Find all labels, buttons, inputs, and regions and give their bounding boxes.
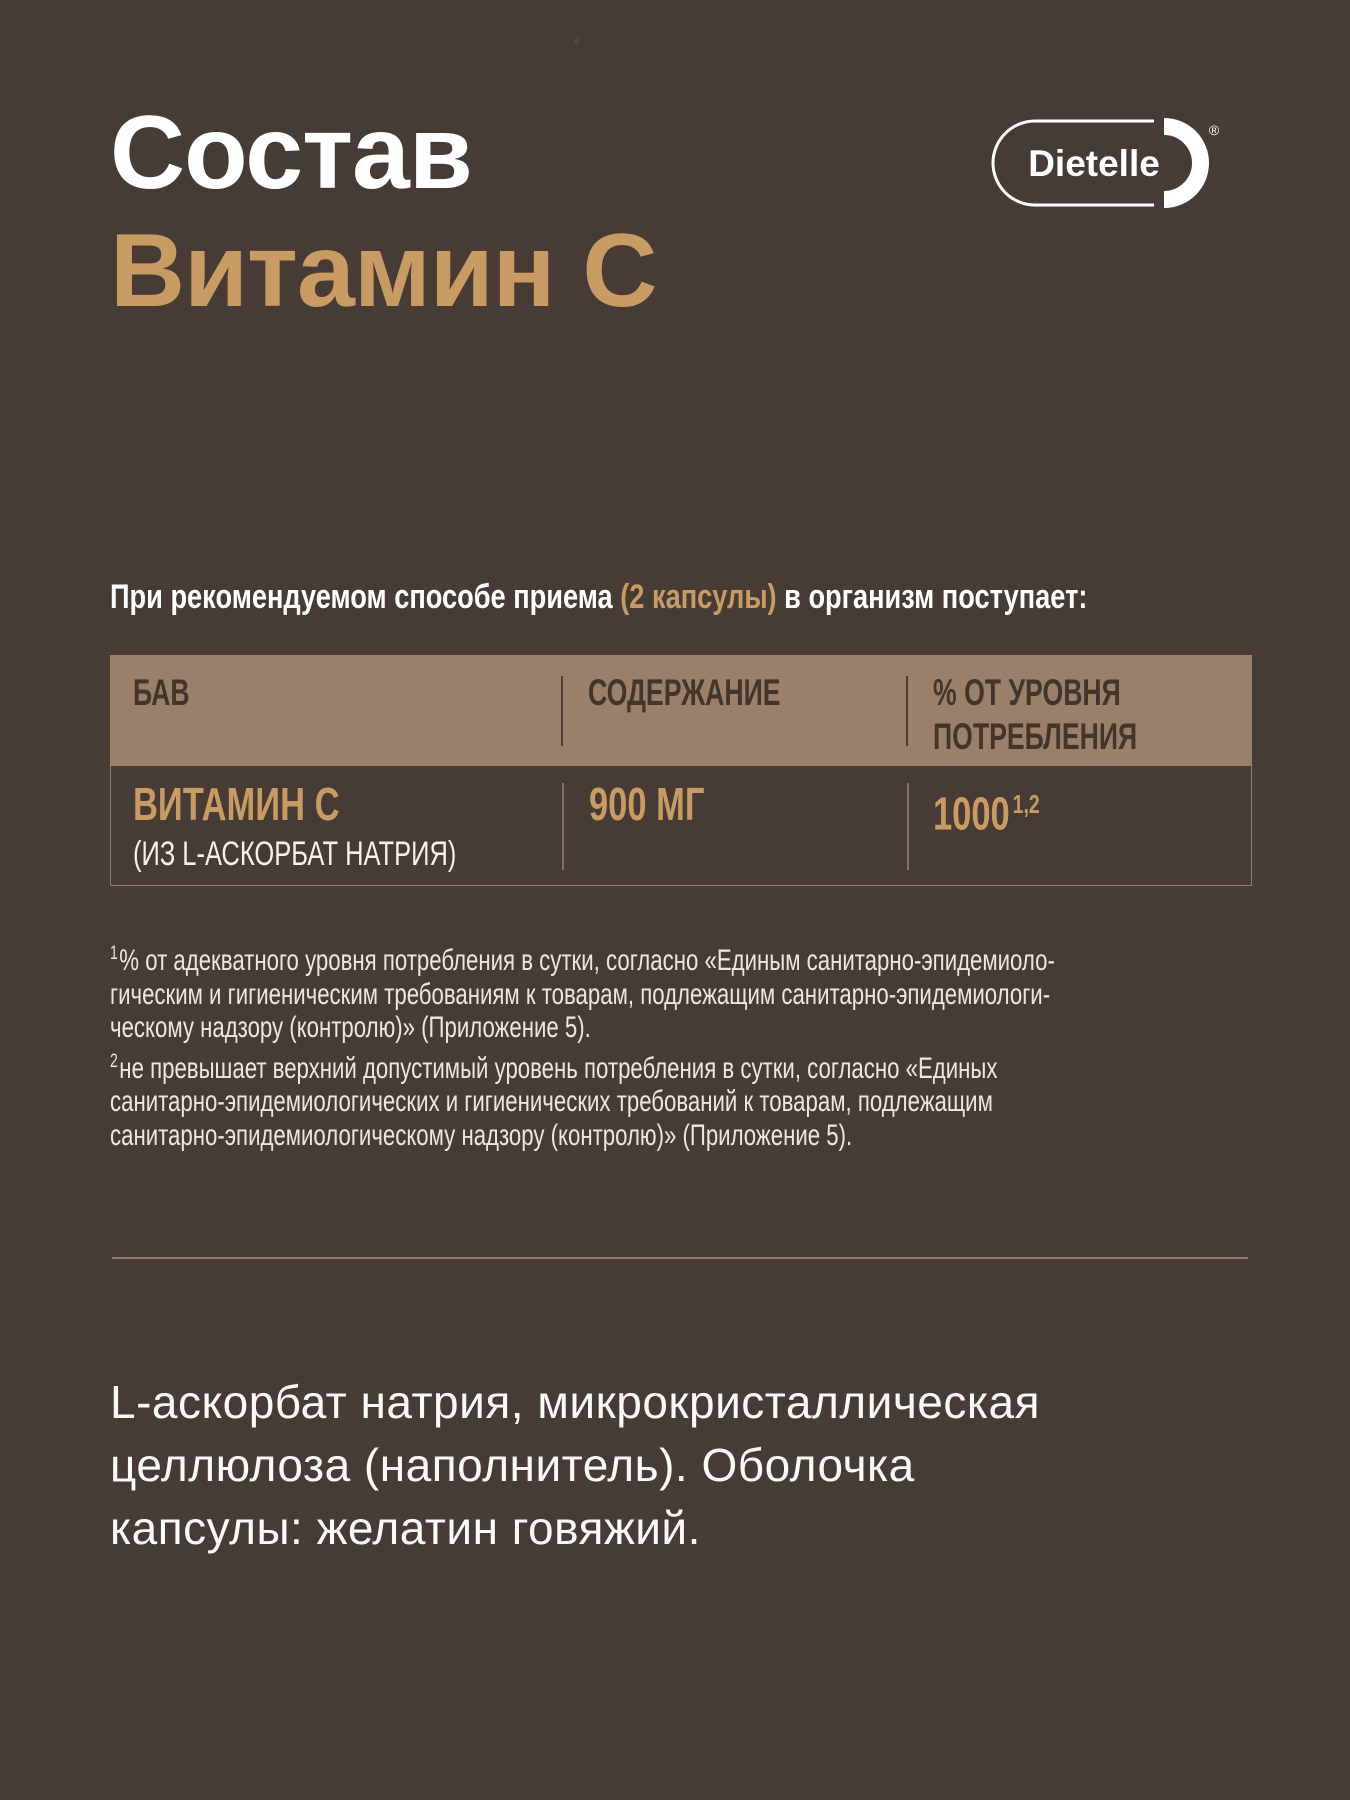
page-title-line2: Витамин С bbox=[110, 213, 657, 329]
content-amount: 900 МГ bbox=[589, 778, 705, 830]
column-header-content: СОДЕРЖАНИЕ bbox=[588, 672, 781, 713]
ingredients-line-1: L-аскорбат натрия, микрокристаллическая bbox=[110, 1376, 1040, 1428]
header-column-divider bbox=[561, 676, 563, 746]
table-row bbox=[110, 766, 1252, 886]
logo-text: Dietelle bbox=[1028, 143, 1160, 184]
brand-logo bbox=[988, 116, 1228, 215]
watermark-star-icon: ✶ bbox=[570, 34, 583, 51]
row-column-divider bbox=[562, 783, 564, 870]
footnote-1-marker: 1 bbox=[110, 943, 118, 964]
registered-trademark-icon: ® bbox=[1208, 122, 1220, 138]
ingredients-line-3: капсулы: желатин говяжий. bbox=[110, 1502, 701, 1554]
footnotes bbox=[110, 937, 1055, 1152]
footnote-1-line-2: гическим и гигиеническим требованиям к товарам, подлежащим санитарно-эпидемиологи- bbox=[110, 977, 1051, 1011]
substance-name: ВИТАМИН С bbox=[133, 778, 340, 830]
footnote-2-line-2: санитарно-эпидемиологических и гигиенических требований к товарам, подлежащим bbox=[110, 1085, 993, 1118]
column-header-daily-value: % ОТ УРОВНЯ ПОТРЕБЛЕНИЯ bbox=[933, 672, 1138, 757]
section-divider bbox=[112, 1257, 1248, 1259]
intro-prefix: При рекомендуемом способе приема bbox=[110, 578, 621, 616]
header-column-divider bbox=[906, 676, 908, 746]
capsule-cap-arc bbox=[1164, 127, 1201, 200]
footnote-1-line-3: ческому надзору (контролю)» (Приложение 5). bbox=[110, 1011, 591, 1044]
ingredients-line-2: целлюлоза (наполнитель). Оболочка bbox=[110, 1439, 915, 1491]
daily-value-footnote-marks: 1,2 bbox=[1012, 789, 1040, 819]
ingredients-text bbox=[110, 1371, 1040, 1560]
table-header-row bbox=[110, 655, 1252, 766]
intro-sentence bbox=[110, 578, 1332, 617]
cell-substance bbox=[111, 766, 564, 885]
cell-daily-value bbox=[908, 766, 1251, 885]
footnote-2-line-3: санитарно-эпидемиологическому надзору (контролю)» (Приложение 5). bbox=[110, 1118, 853, 1152]
footnote-2-line-1: $^2$не превышает верхний допустимый уровень потребления в сутки, согласно «Единых bbox=[110, 1050, 998, 1085]
column-header-substance: БАВ bbox=[133, 672, 190, 713]
row-column-divider bbox=[907, 783, 909, 870]
intro-dose-highlight: (2 капсулы) bbox=[620, 578, 777, 616]
page-title-line1: Состав bbox=[110, 95, 472, 211]
substance-source-note: (ИЗ L-АСКОРБАТ НАТРИЯ) bbox=[133, 835, 457, 873]
footnote-1-line-1: $^1$% от адекватного уровня потребления в сутки, согласно «Единым санитарно-эпидемиоло- bbox=[110, 943, 1055, 977]
composition-table bbox=[110, 655, 1252, 886]
intro-suffix: в организм поступает: bbox=[776, 578, 1088, 616]
daily-value-amount: 1000 $^{1,2}$ bbox=[932, 787, 1040, 840]
footnote-2-marker: 2 bbox=[110, 1050, 118, 1072]
cell-content bbox=[564, 766, 907, 885]
page-title bbox=[110, 94, 657, 330]
capsule-logo-icon bbox=[988, 116, 1228, 210]
